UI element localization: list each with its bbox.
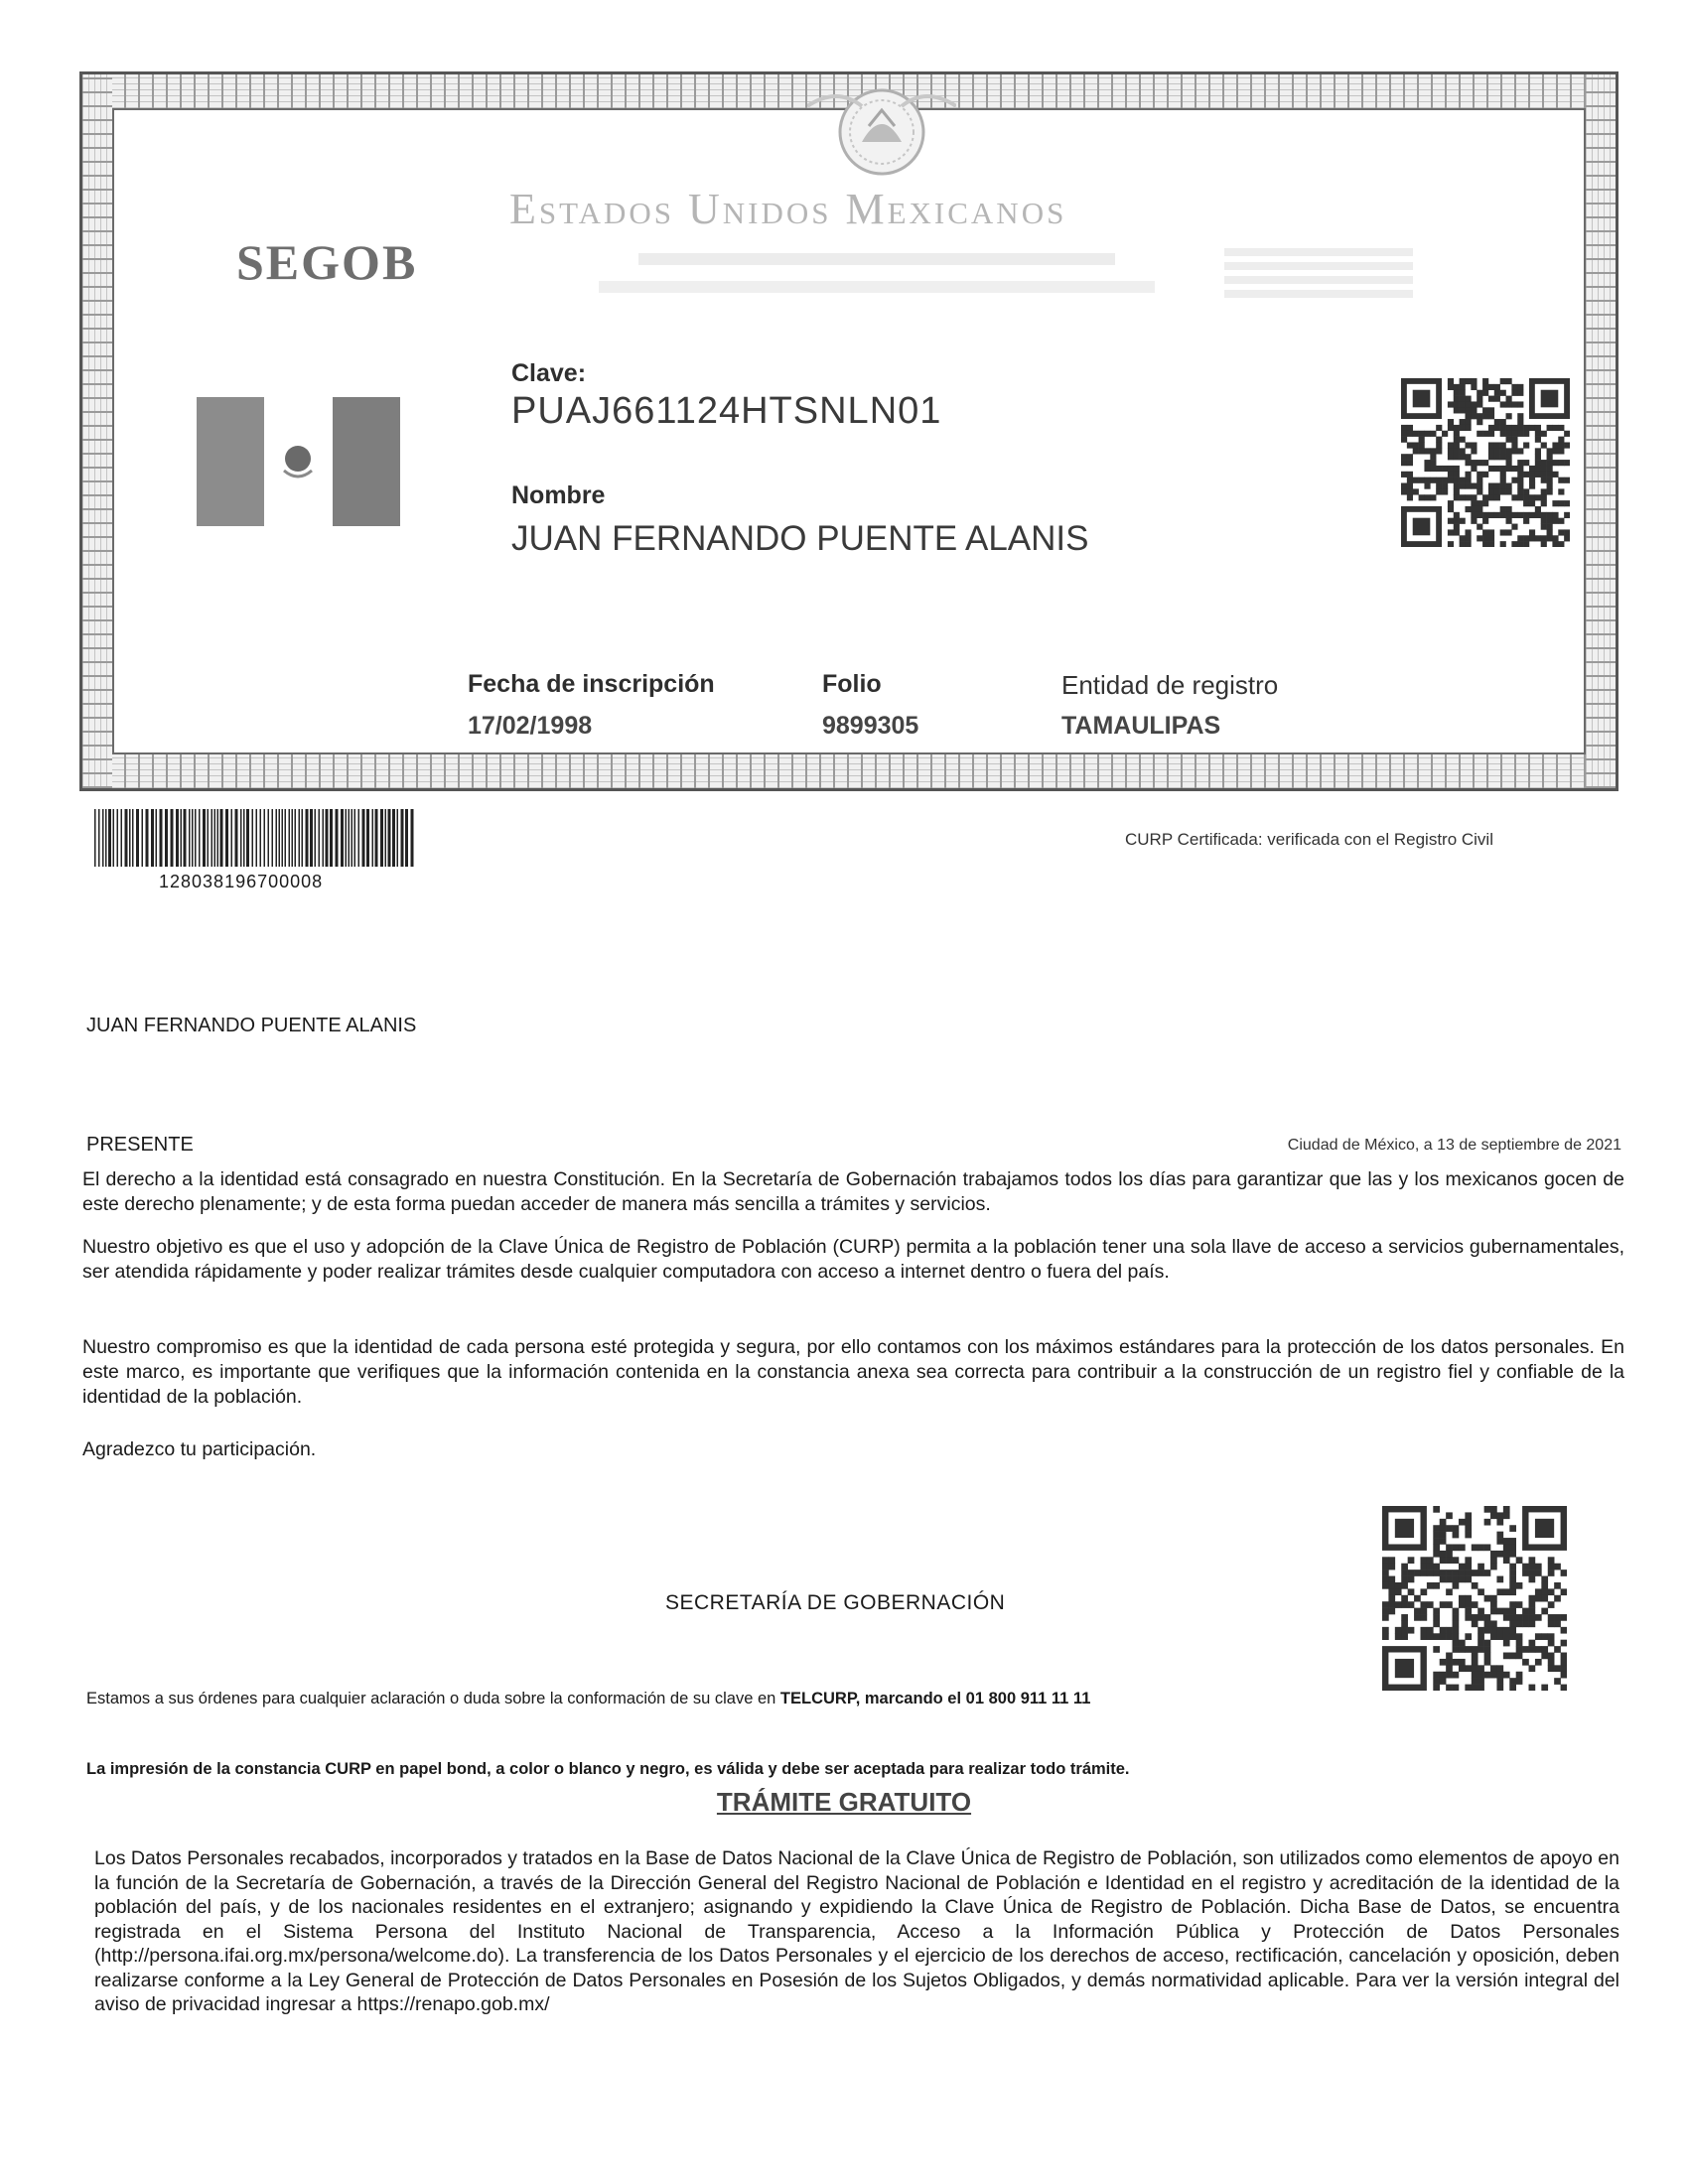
decorative-border-bottom	[82, 754, 1616, 788]
qr-code-icon	[1401, 378, 1570, 547]
recipient-name: JUAN FERNANDO PUENTE ALANIS	[86, 1015, 417, 1036]
signature-agency: SECRETARÍA DE GOBERNACIÓN	[665, 1591, 1006, 1614]
folio-value: 9899305	[822, 712, 919, 740]
barcode-icon	[92, 809, 415, 867]
decorative-border-left	[82, 74, 112, 788]
fecha-inscripcion-value: 17/02/1998	[468, 712, 593, 740]
closing-thanks: Agradezco tu participación.	[82, 1438, 317, 1460]
contact-text: Estamos a sus órdenes para cualquier aclaración o duda sobre la conformación de su clave en	[86, 1690, 780, 1707]
clave-value: PUAJ661124HTSNLN01	[511, 390, 942, 432]
letter-paragraph: Nuestro compromiso es que la identidad de cada persona esté protegida y segura, por ello contamos con los máximos estándares para la protección de los datos personales. En este marco, es importante que verifiques que la información contenida en la constancia anexa sea correcta para contribuir a la construcción de un registro fiel y confiable de la identidad de la población.	[82, 1336, 1624, 1408]
greeting: PRESENTE	[86, 1134, 194, 1156]
certified-note: CURP Certificada: verificada con el Registro Civil	[1125, 830, 1493, 849]
barcode-number: 128038196700008	[159, 872, 324, 891]
free-notice: TRÁMITE GRATUITO	[716, 1787, 972, 1817]
contact-line	[86, 1690, 1090, 1708]
letter-paragraph: El derecho a la identidad está consagrado en nuestra Constitución. En la Secretaría de Gobernación trabajamos todos los días para garantizar que las y los mexicanos gocen de este derecho plenamente; y de esta forma puedan acceder de manera más sencilla a trámites y servicios.	[82, 1168, 1624, 1215]
curp-certificate-card	[79, 71, 1618, 791]
qr-code-icon	[1382, 1506, 1567, 1691]
faded-subtitle-line	[638, 253, 1115, 265]
faded-watermark-text	[1224, 248, 1413, 298]
coat-of-arms-icon	[807, 76, 956, 186]
validity-note: La impresión de la constancia CURP en papel bond, a color o blanco y negro, es válida y debe ser aceptada para realizar todo trámite.	[86, 1760, 1130, 1778]
nombre-value: JUAN FERNANDO PUENTE ALANIS	[511, 519, 1089, 558]
faded-subtitle-line	[599, 281, 1155, 293]
privacy-notice: Los Datos Personales recabados, incorporados y tratados en la Base de Datos Nacional de la Clave Única de Registro de Población, son utilizados como elementos de apoyo en la función de la Secretaría de Gobernación, a través de la Dirección General del Registro Nacional de Población e Identidad en el registro y acreditación de la identidad de la población del país, y de los nacionales residentes en el extranjero; asignando y expidiendo la Clave Única de Registro de Población. Dicha Base de Datos, se encuentra registrada en el Sistema Persona del Instituto Nacional de Transparencia, Acceso a la Información Pública y Protección de Datos Personales (http://persona.ifai.org.mx/persona/welcome.do). La transferencia de los Datos Personales y el ejercicio de los derechos de acceso, rectificación, cancelación y oposición, deben realizarse conforme a la Ley General de Protección de Datos Personales en Posesión de los Sujetos Obligados, y demás normatividad aplicable. Para ver la versión integral del aviso de privacidad ingresar a https://renapo.gob.mx/	[94, 1847, 1619, 2015]
fecha-inscripcion-label: Fecha de inscripción	[468, 670, 715, 698]
agency-logo-text: SEGOB	[236, 234, 418, 290]
folio-label: Folio	[822, 670, 882, 698]
place-date: Ciudad de México, a 13 de septiembre de 2021	[1287, 1137, 1621, 1154]
decorative-border-right	[1586, 74, 1616, 788]
letter-paragraph: Nuestro objetivo es que el uso y adopción de la Clave Única de Registro de Población (CURP) permita a la población tener una sola llave de acceso a servicios gubernamentales, ser atendida rápidamente y poder realizar trámites desde cualquier computadora con acceso a internet dentro o fuera del país.	[82, 1236, 1624, 1283]
entidad-registro-value: TAMAULIPAS	[1061, 712, 1221, 740]
mexican-flag-icon	[197, 397, 400, 526]
clave-label: Clave:	[511, 359, 587, 387]
entidad-registro-label: Entidad de registro	[1061, 670, 1279, 700]
contact-phone: TELCURP, marcando el 01 800 911 11 11	[779, 1690, 1091, 1707]
nombre-label: Nombre	[511, 481, 606, 509]
country-title: Estados Unidos Mexicanos	[509, 185, 1067, 233]
